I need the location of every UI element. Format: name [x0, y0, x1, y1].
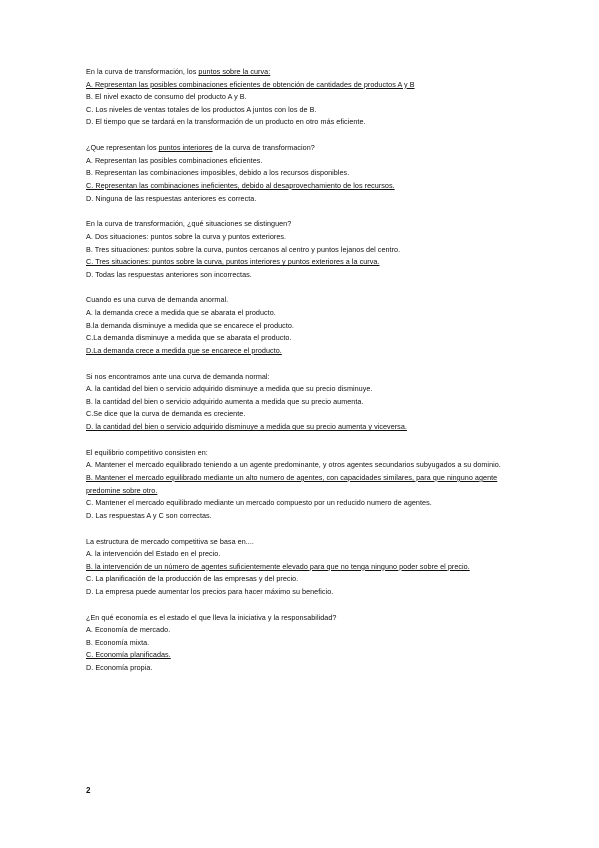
question-segment: En la curva de transformación, los [86, 67, 199, 76]
question-text [86, 447, 518, 460]
question-text [86, 294, 518, 307]
question-block [86, 371, 518, 434]
question-block [86, 66, 518, 129]
answer-option: C.La demanda disminuye a medida que se abarata el producto. [86, 333, 292, 343]
answer-option: B. El nivel exacto de consumo del producto A y B. [86, 92, 247, 102]
question-segment: Cuando es una curva de demanda anormal. [86, 295, 229, 305]
answer-option: A. Economía de mercado. [86, 625, 171, 635]
document-page [86, 66, 518, 688]
question-text [86, 371, 518, 384]
answer-option-correct: B. la intervención de un número de agentes suficientemente elevado para que no tenga ninguno poder sobre el precio. [86, 561, 470, 571]
question-segment: El equilibrio competitivo consisten en: [86, 447, 208, 457]
question-highlight: puntos interiores [158, 143, 213, 153]
answer-option: C.Se dice que la curva de demanda es creciente. [86, 409, 246, 419]
question-block [86, 536, 518, 599]
question-block [86, 612, 518, 675]
answer-option: A. Mantener el mercado equilibrado teniendo a un agente predominante, y otros agentes secundarios subyugados a su dominio. [86, 460, 501, 470]
question-block [86, 142, 518, 205]
answer-option: C. La planificación de la producción de las empresas y del precio. [86, 574, 299, 584]
answer-option: A. la demanda crece a medida que se abarata el producto. [86, 308, 276, 318]
answer-option: D. Todas las respuestas anteriores son incorrectas. [86, 269, 252, 279]
answer-option-correct: B. Mantener el mercado equilibrado mediante un alto numero de agentes, con capacidades similares, para que ninguno agente predomine sobre otro. [86, 472, 498, 495]
answer-option-correct: C. Representan las combinaciones ineficientes, debido al desaprovechamiento de los recursos. [86, 180, 395, 190]
question-segment: ¿Que representan los [86, 143, 159, 153]
question-text [86, 142, 518, 155]
answer-option: B. Economía mixta. [86, 637, 150, 647]
answer-option: C. Los niveles de ventas totales de los productos A juntos con los de B. [86, 104, 317, 114]
answer-option: A. Representan las posibles combinaciones eficientes. [86, 155, 263, 165]
question-text [86, 612, 518, 625]
answer-option-correct: C. Economía planificadas. [86, 650, 171, 660]
page-number: 2 [86, 786, 91, 795]
answer-option: D. El tiempo que se tardará en la transformación de un producto en otro más eficiente. [86, 117, 366, 127]
answer-option: D. Economía propia. [86, 663, 153, 673]
question-segment: de la curva de transformacion? [212, 143, 315, 153]
answer-option: D. La empresa puede aumentar los precios para hacer máximo su beneficio. [86, 586, 334, 596]
question-block [86, 447, 518, 523]
answer-option: B. la cantidad del bien o servicio adquirido aumenta a medida que su precio aumenta. [86, 396, 364, 406]
answer-option-correct: D. la cantidad del bien o servicio adquirido disminuye a medida que su precio aumenta y viceversa. [86, 422, 407, 431]
question-text [86, 218, 518, 231]
question-segment: La estructura de mercado competitiva se basa en.... [86, 536, 254, 546]
question-text [86, 536, 518, 549]
question-block [86, 294, 518, 357]
answer-option: C. Mantener el mercado equilibrado mediante un mercado compuesto por un reducido numero de agentes. [86, 498, 432, 508]
answer-option: A. la intervención del Estado en el precio. [86, 549, 221, 559]
answer-option: D. Ninguna de las respuestas anteriores es correcta. [86, 193, 257, 203]
answer-option: B. Tres situaciones: puntos sobre la curva, puntos cercanos al centro y puntos lejanos del centro. [86, 244, 401, 254]
question-segment: Si nos encontramos ante una curva de demanda normal: [86, 371, 270, 381]
answer-option: D. Las respuestas A y C son correctas. [86, 510, 212, 520]
answer-option-correct: C. Tres situaciones: puntos sobre la curva, puntos interiores y puntos exteriores a la curva. [86, 257, 380, 267]
answer-option-correct: A. Representan las posibles combinaciones eficientes de obtención de cantidades de productos A y B [86, 79, 415, 89]
answer-option: B. Representan las combinaciones imposibles, debido a los recursos disponibles. [86, 168, 350, 178]
question-highlight: puntos sobre la curva: [198, 67, 271, 76]
question-block [86, 218, 518, 281]
answer-option: A. Dos situaciones: puntos sobre la curva y puntos exteriores. [86, 231, 287, 241]
question-text [86, 66, 518, 79]
answer-option: B.la demanda disminuye a medida que se encarece el producto. [86, 320, 294, 330]
question-segment: En la curva de transformación, ¿qué situaciones se distinguen? [86, 219, 292, 229]
question-segment: ¿En qué economía es el estado el que lleva la iniciativa y la responsabilidad? [86, 612, 337, 622]
answer-option-correct: D.La demanda crece a medida que se encarece el producto. [86, 345, 282, 355]
answer-option: A. la cantidad del bien o servicio adquirido disminuye a medida que su precio disminuye. [86, 384, 373, 394]
